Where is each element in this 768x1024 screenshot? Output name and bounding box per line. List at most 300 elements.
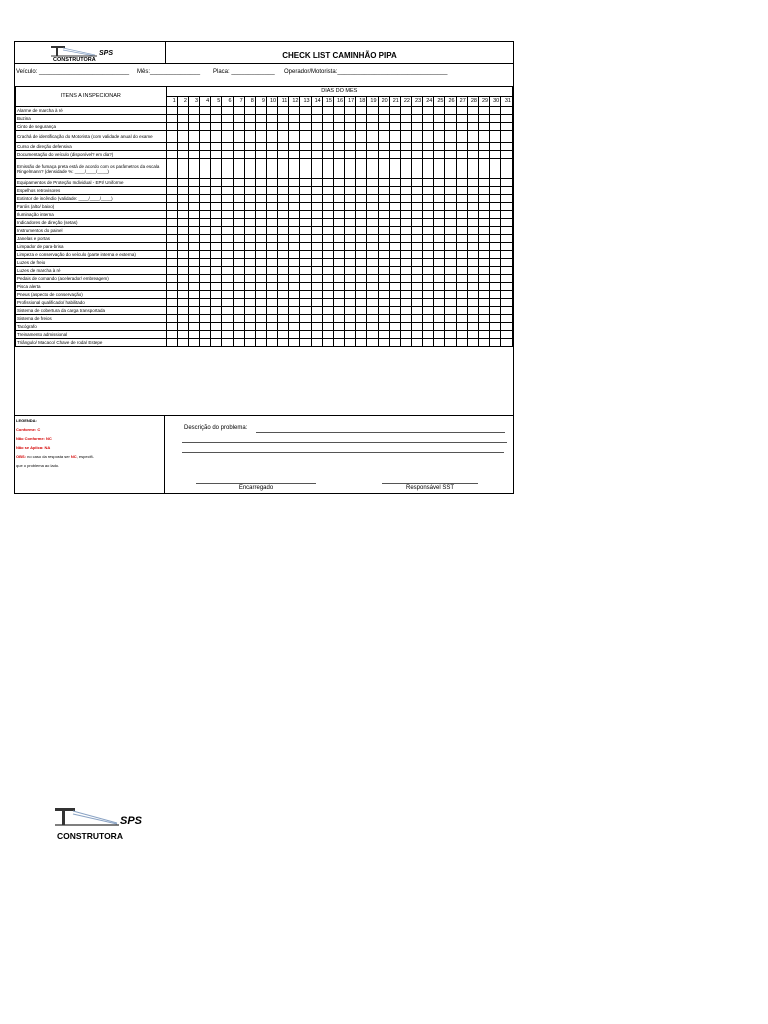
check-cell[interactable]	[289, 299, 300, 307]
check-cell[interactable]	[322, 275, 333, 283]
check-cell[interactable]	[322, 299, 333, 307]
check-cell[interactable]	[244, 259, 255, 267]
check-cell[interactable]	[200, 315, 211, 323]
check-cell[interactable]	[412, 131, 423, 143]
check-cell[interactable]	[300, 235, 311, 243]
check-cell[interactable]	[278, 267, 289, 275]
check-cell[interactable]	[278, 323, 289, 331]
check-cell[interactable]	[177, 107, 188, 115]
check-cell[interactable]	[434, 331, 445, 339]
check-cell[interactable]	[467, 115, 478, 123]
check-cell[interactable]	[389, 299, 400, 307]
check-cell[interactable]	[501, 131, 513, 143]
check-cell[interactable]	[300, 307, 311, 315]
check-cell[interactable]	[166, 219, 177, 227]
check-cell[interactable]	[266, 219, 277, 227]
check-cell[interactable]	[478, 291, 489, 299]
check-cell[interactable]	[188, 211, 199, 219]
check-cell[interactable]	[278, 151, 289, 159]
check-cell[interactable]	[211, 115, 222, 123]
check-cell[interactable]	[222, 227, 233, 235]
check-cell[interactable]	[222, 331, 233, 339]
check-cell[interactable]	[200, 307, 211, 315]
check-cell[interactable]	[177, 323, 188, 331]
check-cell[interactable]	[177, 235, 188, 243]
check-cell[interactable]	[200, 227, 211, 235]
check-cell[interactable]	[266, 307, 277, 315]
operator-field[interactable]: Operador/Motorista:_________________________________	[284, 69, 448, 75]
check-cell[interactable]	[278, 143, 289, 151]
check-cell[interactable]	[367, 275, 378, 283]
check-cell[interactable]	[445, 219, 456, 227]
check-cell[interactable]	[378, 219, 389, 227]
check-cell[interactable]	[456, 267, 467, 275]
check-cell[interactable]	[289, 267, 300, 275]
check-cell[interactable]	[255, 267, 266, 275]
check-cell[interactable]	[434, 107, 445, 115]
check-cell[interactable]	[244, 283, 255, 291]
check-cell[interactable]	[445, 123, 456, 131]
check-cell[interactable]	[367, 187, 378, 195]
check-cell[interactable]	[211, 283, 222, 291]
check-cell[interactable]	[412, 243, 423, 251]
check-cell[interactable]	[177, 151, 188, 159]
check-cell[interactable]	[211, 131, 222, 143]
check-cell[interactable]	[356, 219, 367, 227]
check-cell[interactable]	[445, 131, 456, 143]
check-cell[interactable]	[345, 123, 356, 131]
check-cell[interactable]	[300, 259, 311, 267]
check-cell[interactable]	[177, 123, 188, 131]
check-cell[interactable]	[434, 291, 445, 299]
check-cell[interactable]	[389, 307, 400, 315]
check-cell[interactable]	[400, 115, 411, 123]
check-cell[interactable]	[233, 299, 244, 307]
check-cell[interactable]	[244, 243, 255, 251]
check-cell[interactable]	[445, 195, 456, 203]
check-cell[interactable]	[467, 259, 478, 267]
check-cell[interactable]	[389, 235, 400, 243]
check-cell[interactable]	[244, 299, 255, 307]
check-cell[interactable]	[434, 283, 445, 291]
check-cell[interactable]	[490, 291, 501, 299]
check-cell[interactable]	[389, 243, 400, 251]
check-cell[interactable]	[255, 227, 266, 235]
check-cell[interactable]	[400, 123, 411, 131]
check-cell[interactable]	[389, 195, 400, 203]
check-cell[interactable]	[378, 115, 389, 123]
check-cell[interactable]	[177, 291, 188, 299]
check-cell[interactable]	[311, 151, 322, 159]
check-cell[interactable]	[177, 339, 188, 347]
check-cell[interactable]	[166, 151, 177, 159]
check-cell[interactable]	[412, 151, 423, 159]
check-cell[interactable]	[244, 227, 255, 235]
check-cell[interactable]	[188, 123, 199, 131]
check-cell[interactable]	[423, 195, 434, 203]
signature-line-right[interactable]	[382, 483, 478, 484]
check-cell[interactable]	[233, 179, 244, 187]
check-cell[interactable]	[211, 159, 222, 179]
check-cell[interactable]	[244, 115, 255, 123]
check-cell[interactable]	[300, 339, 311, 347]
check-cell[interactable]	[423, 107, 434, 115]
check-cell[interactable]	[222, 159, 233, 179]
check-cell[interactable]	[456, 259, 467, 267]
check-cell[interactable]	[490, 331, 501, 339]
check-cell[interactable]	[222, 235, 233, 243]
check-cell[interactable]	[456, 107, 467, 115]
check-cell[interactable]	[322, 131, 333, 143]
check-cell[interactable]	[378, 275, 389, 283]
check-cell[interactable]	[456, 323, 467, 331]
check-cell[interactable]	[434, 219, 445, 227]
check-cell[interactable]	[200, 331, 211, 339]
check-cell[interactable]	[255, 339, 266, 347]
check-cell[interactable]	[300, 179, 311, 187]
check-cell[interactable]	[356, 307, 367, 315]
check-cell[interactable]	[333, 315, 344, 323]
check-cell[interactable]	[177, 307, 188, 315]
check-cell[interactable]	[423, 227, 434, 235]
check-cell[interactable]	[478, 299, 489, 307]
check-cell[interactable]	[211, 243, 222, 251]
check-cell[interactable]	[233, 323, 244, 331]
check-cell[interactable]	[177, 299, 188, 307]
check-cell[interactable]	[233, 151, 244, 159]
check-cell[interactable]	[222, 291, 233, 299]
check-cell[interactable]	[501, 307, 513, 315]
check-cell[interactable]	[467, 219, 478, 227]
check-cell[interactable]	[222, 107, 233, 115]
check-cell[interactable]	[333, 203, 344, 211]
check-cell[interactable]	[456, 203, 467, 211]
check-cell[interactable]	[400, 323, 411, 331]
check-cell[interactable]	[311, 123, 322, 131]
check-cell[interactable]	[289, 235, 300, 243]
check-cell[interactable]	[490, 203, 501, 211]
check-cell[interactable]	[378, 195, 389, 203]
check-cell[interactable]	[233, 131, 244, 143]
check-cell[interactable]	[345, 299, 356, 307]
check-cell[interactable]	[367, 339, 378, 347]
check-cell[interactable]	[478, 243, 489, 251]
check-cell[interactable]	[490, 299, 501, 307]
check-cell[interactable]	[356, 187, 367, 195]
check-cell[interactable]	[389, 203, 400, 211]
check-cell[interactable]	[434, 275, 445, 283]
check-cell[interactable]	[166, 143, 177, 151]
check-cell[interactable]	[278, 291, 289, 299]
check-cell[interactable]	[289, 179, 300, 187]
check-cell[interactable]	[289, 315, 300, 323]
check-cell[interactable]	[467, 291, 478, 299]
check-cell[interactable]	[456, 331, 467, 339]
check-cell[interactable]	[356, 131, 367, 143]
check-cell[interactable]	[412, 235, 423, 243]
check-cell[interactable]	[356, 283, 367, 291]
check-cell[interactable]	[389, 323, 400, 331]
check-cell[interactable]	[467, 187, 478, 195]
check-cell[interactable]	[311, 315, 322, 323]
check-cell[interactable]	[333, 115, 344, 123]
check-cell[interactable]	[233, 235, 244, 243]
check-cell[interactable]	[255, 259, 266, 267]
check-cell[interactable]	[478, 275, 489, 283]
check-cell[interactable]	[378, 307, 389, 315]
check-cell[interactable]	[211, 259, 222, 267]
check-cell[interactable]	[244, 315, 255, 323]
check-cell[interactable]	[244, 179, 255, 187]
check-cell[interactable]	[478, 267, 489, 275]
check-cell[interactable]	[434, 267, 445, 275]
check-cell[interactable]	[490, 123, 501, 131]
check-cell[interactable]	[434, 151, 445, 159]
check-cell[interactable]	[322, 323, 333, 331]
check-cell[interactable]	[289, 251, 300, 259]
check-cell[interactable]	[200, 283, 211, 291]
check-cell[interactable]	[501, 235, 513, 243]
check-cell[interactable]	[311, 275, 322, 283]
check-cell[interactable]	[333, 307, 344, 315]
check-cell[interactable]	[177, 211, 188, 219]
check-cell[interactable]	[490, 227, 501, 235]
check-cell[interactable]	[233, 307, 244, 315]
check-cell[interactable]	[266, 339, 277, 347]
check-cell[interactable]	[322, 331, 333, 339]
check-cell[interactable]	[166, 315, 177, 323]
check-cell[interactable]	[356, 203, 367, 211]
check-cell[interactable]	[255, 307, 266, 315]
check-cell[interactable]	[345, 283, 356, 291]
check-cell[interactable]	[434, 323, 445, 331]
check-cell[interactable]	[211, 227, 222, 235]
check-cell[interactable]	[278, 179, 289, 187]
check-cell[interactable]	[188, 307, 199, 315]
check-cell[interactable]	[378, 291, 389, 299]
check-cell[interactable]	[166, 131, 177, 143]
check-cell[interactable]	[434, 235, 445, 243]
check-cell[interactable]	[166, 211, 177, 219]
check-cell[interactable]	[233, 211, 244, 219]
check-cell[interactable]	[333, 211, 344, 219]
check-cell[interactable]	[412, 107, 423, 115]
check-cell[interactable]	[200, 211, 211, 219]
check-cell[interactable]	[244, 195, 255, 203]
check-cell[interactable]	[378, 123, 389, 131]
check-cell[interactable]	[445, 291, 456, 299]
check-cell[interactable]	[345, 315, 356, 323]
check-cell[interactable]	[345, 259, 356, 267]
check-cell[interactable]	[333, 131, 344, 143]
check-cell[interactable]	[333, 323, 344, 331]
check-cell[interactable]	[345, 291, 356, 299]
check-cell[interactable]	[211, 307, 222, 315]
check-cell[interactable]	[233, 107, 244, 115]
check-cell[interactable]	[278, 107, 289, 115]
check-cell[interactable]	[222, 123, 233, 131]
check-cell[interactable]	[456, 299, 467, 307]
check-cell[interactable]	[300, 267, 311, 275]
check-cell[interactable]	[501, 275, 513, 283]
check-cell[interactable]	[177, 275, 188, 283]
check-cell[interactable]	[266, 211, 277, 219]
check-cell[interactable]	[322, 187, 333, 195]
check-cell[interactable]	[266, 115, 277, 123]
check-cell[interactable]	[289, 307, 300, 315]
check-cell[interactable]	[456, 115, 467, 123]
check-cell[interactable]	[478, 259, 489, 267]
check-cell[interactable]	[378, 151, 389, 159]
check-cell[interactable]	[211, 235, 222, 243]
check-cell[interactable]	[311, 159, 322, 179]
check-cell[interactable]	[378, 131, 389, 143]
check-cell[interactable]	[311, 235, 322, 243]
check-cell[interactable]	[467, 307, 478, 315]
check-cell[interactable]	[434, 227, 445, 235]
check-cell[interactable]	[478, 307, 489, 315]
check-cell[interactable]	[222, 131, 233, 143]
check-cell[interactable]	[490, 187, 501, 195]
check-cell[interactable]	[278, 275, 289, 283]
check-cell[interactable]	[177, 243, 188, 251]
check-cell[interactable]	[255, 219, 266, 227]
check-cell[interactable]	[166, 243, 177, 251]
check-cell[interactable]	[300, 151, 311, 159]
check-cell[interactable]	[434, 243, 445, 251]
check-cell[interactable]	[445, 143, 456, 151]
check-cell[interactable]	[467, 143, 478, 151]
check-cell[interactable]	[412, 203, 423, 211]
check-cell[interactable]	[478, 283, 489, 291]
check-cell[interactable]	[345, 235, 356, 243]
check-cell[interactable]	[467, 195, 478, 203]
check-cell[interactable]	[289, 187, 300, 195]
check-cell[interactable]	[211, 203, 222, 211]
check-cell[interactable]	[378, 143, 389, 151]
check-cell[interactable]	[322, 315, 333, 323]
check-cell[interactable]	[266, 235, 277, 243]
check-cell[interactable]	[333, 187, 344, 195]
check-cell[interactable]	[177, 179, 188, 187]
check-cell[interactable]	[412, 299, 423, 307]
check-cell[interactable]	[412, 283, 423, 291]
check-cell[interactable]	[166, 227, 177, 235]
check-cell[interactable]	[311, 331, 322, 339]
check-cell[interactable]	[501, 151, 513, 159]
check-cell[interactable]	[367, 195, 378, 203]
check-cell[interactable]	[300, 291, 311, 299]
check-cell[interactable]	[356, 291, 367, 299]
check-cell[interactable]	[211, 219, 222, 227]
month-field[interactable]: Mês:_______________	[137, 69, 201, 75]
check-cell[interactable]	[311, 243, 322, 251]
check-cell[interactable]	[345, 251, 356, 259]
check-cell[interactable]	[434, 195, 445, 203]
check-cell[interactable]	[501, 291, 513, 299]
check-cell[interactable]	[367, 307, 378, 315]
check-cell[interactable]	[478, 115, 489, 123]
check-cell[interactable]	[255, 323, 266, 331]
check-cell[interactable]	[367, 323, 378, 331]
check-cell[interactable]	[501, 227, 513, 235]
check-cell[interactable]	[412, 123, 423, 131]
check-cell[interactable]	[278, 219, 289, 227]
check-cell[interactable]	[378, 243, 389, 251]
check-cell[interactable]	[501, 219, 513, 227]
check-cell[interactable]	[490, 143, 501, 151]
check-cell[interactable]	[367, 259, 378, 267]
check-cell[interactable]	[400, 235, 411, 243]
check-cell[interactable]	[490, 243, 501, 251]
check-cell[interactable]	[233, 203, 244, 211]
check-cell[interactable]	[222, 151, 233, 159]
check-cell[interactable]	[278, 259, 289, 267]
check-cell[interactable]	[490, 151, 501, 159]
check-cell[interactable]	[278, 235, 289, 243]
check-cell[interactable]	[266, 315, 277, 323]
check-cell[interactable]	[400, 315, 411, 323]
check-cell[interactable]	[478, 211, 489, 219]
check-cell[interactable]	[501, 259, 513, 267]
check-cell[interactable]	[356, 243, 367, 251]
check-cell[interactable]	[233, 259, 244, 267]
check-cell[interactable]	[200, 143, 211, 151]
check-cell[interactable]	[501, 107, 513, 115]
check-cell[interactable]	[188, 227, 199, 235]
check-cell[interactable]	[233, 115, 244, 123]
check-cell[interactable]	[333, 267, 344, 275]
check-cell[interactable]	[434, 315, 445, 323]
check-cell[interactable]	[378, 267, 389, 275]
check-cell[interactable]	[367, 179, 378, 187]
check-cell[interactable]	[345, 107, 356, 115]
check-cell[interactable]	[378, 283, 389, 291]
check-cell[interactable]	[423, 203, 434, 211]
check-cell[interactable]	[177, 251, 188, 259]
check-cell[interactable]	[311, 227, 322, 235]
check-cell[interactable]	[333, 251, 344, 259]
check-cell[interactable]	[356, 227, 367, 235]
check-cell[interactable]	[166, 331, 177, 339]
check-cell[interactable]	[177, 219, 188, 227]
check-cell[interactable]	[244, 187, 255, 195]
check-cell[interactable]	[400, 227, 411, 235]
check-cell[interactable]	[490, 259, 501, 267]
check-cell[interactable]	[378, 227, 389, 235]
check-cell[interactable]	[356, 211, 367, 219]
check-cell[interactable]	[255, 275, 266, 283]
check-cell[interactable]	[333, 259, 344, 267]
check-cell[interactable]	[445, 331, 456, 339]
check-cell[interactable]	[456, 219, 467, 227]
check-cell[interactable]	[188, 115, 199, 123]
check-cell[interactable]	[211, 275, 222, 283]
check-cell[interactable]	[356, 251, 367, 259]
check-cell[interactable]	[166, 251, 177, 259]
check-cell[interactable]	[389, 315, 400, 323]
check-cell[interactable]	[166, 291, 177, 299]
check-cell[interactable]	[389, 275, 400, 283]
check-cell[interactable]	[200, 323, 211, 331]
check-cell[interactable]	[200, 219, 211, 227]
check-cell[interactable]	[289, 331, 300, 339]
check-cell[interactable]	[289, 227, 300, 235]
check-cell[interactable]	[266, 323, 277, 331]
check-cell[interactable]	[456, 123, 467, 131]
check-cell[interactable]	[322, 195, 333, 203]
check-cell[interactable]	[367, 291, 378, 299]
